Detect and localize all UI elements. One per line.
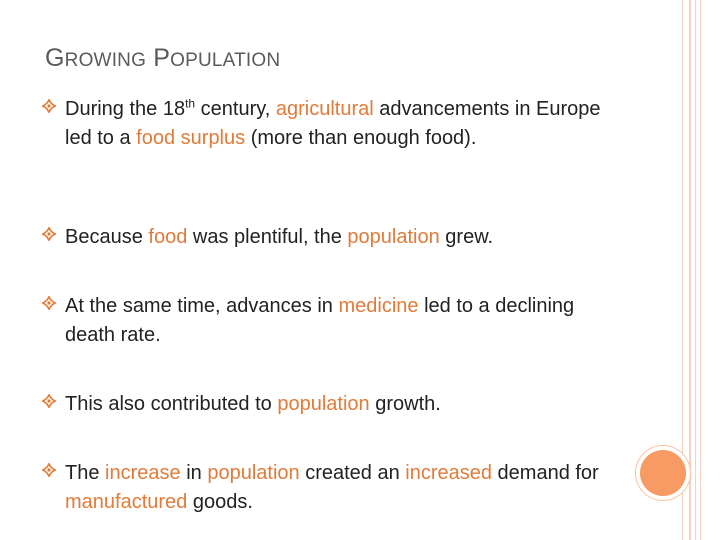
bullet-text-segment: goods. <box>187 491 253 513</box>
bullet-text-segment: created an <box>299 462 406 484</box>
highlighted-term: increased <box>405 462 492 484</box>
bullet-text-segment: At the same time, advances in <box>65 295 339 317</box>
highlighted-term: agricultural <box>275 98 374 120</box>
bullet-text-segment: was plentiful, the <box>187 226 348 248</box>
title-rest: ROWING <box>64 50 147 71</box>
decorative-stripe <box>682 0 683 540</box>
title-rest: OPULATION <box>170 50 281 71</box>
bullet-text <box>65 95 625 153</box>
decorative-stripe <box>689 0 691 540</box>
highlighted-term: increase <box>105 462 181 484</box>
highlighted-term: population <box>277 393 370 415</box>
highlighted-term: food surplus <box>136 127 246 149</box>
highlighted-term: food <box>148 226 188 248</box>
bullet-text <box>65 292 625 350</box>
bullet-text-segment: The <box>65 462 106 484</box>
decorative-stripe <box>700 0 701 540</box>
bullet-text-segment: demand for <box>491 462 599 484</box>
title-initial: G <box>45 44 65 72</box>
bullet-text-segment: in <box>180 462 208 484</box>
bullet-text-segment: Because <box>65 226 149 248</box>
bullet-text-segment: (more than enough food). <box>245 127 477 149</box>
highlighted-term: population <box>347 226 440 248</box>
bullet-text-segment: led to a declining death rate. <box>65 295 575 346</box>
bullet-text-segment: advancements in Europe led to a <box>65 98 601 149</box>
decorative-stripe <box>695 0 696 540</box>
bullet-text-segment: growth. <box>369 393 441 415</box>
diamond-ornament-icon <box>42 227 56 241</box>
title-initial: P <box>153 44 171 72</box>
bullet-text-segment: During the 18 <box>65 98 186 120</box>
bullet-text-segment: This also contributed to <box>65 393 278 415</box>
bullet-text <box>65 390 625 419</box>
highlighted-term: manufactured <box>65 491 188 513</box>
diamond-ornament-icon <box>42 394 56 408</box>
highlighted-term: population <box>207 462 300 484</box>
bullet-text-segment: grew. <box>439 226 494 248</box>
bullet-text-segment: th <box>185 96 196 111</box>
diamond-ornament-icon <box>42 296 56 310</box>
diamond-ornament-icon <box>42 463 56 477</box>
bullet-text-segment: century, <box>195 98 276 120</box>
decorative-circle <box>640 450 686 496</box>
bullet-text <box>65 223 625 252</box>
diamond-ornament-icon <box>42 99 56 113</box>
bullet-text <box>65 459 625 517</box>
highlighted-term: medicine <box>338 295 419 317</box>
